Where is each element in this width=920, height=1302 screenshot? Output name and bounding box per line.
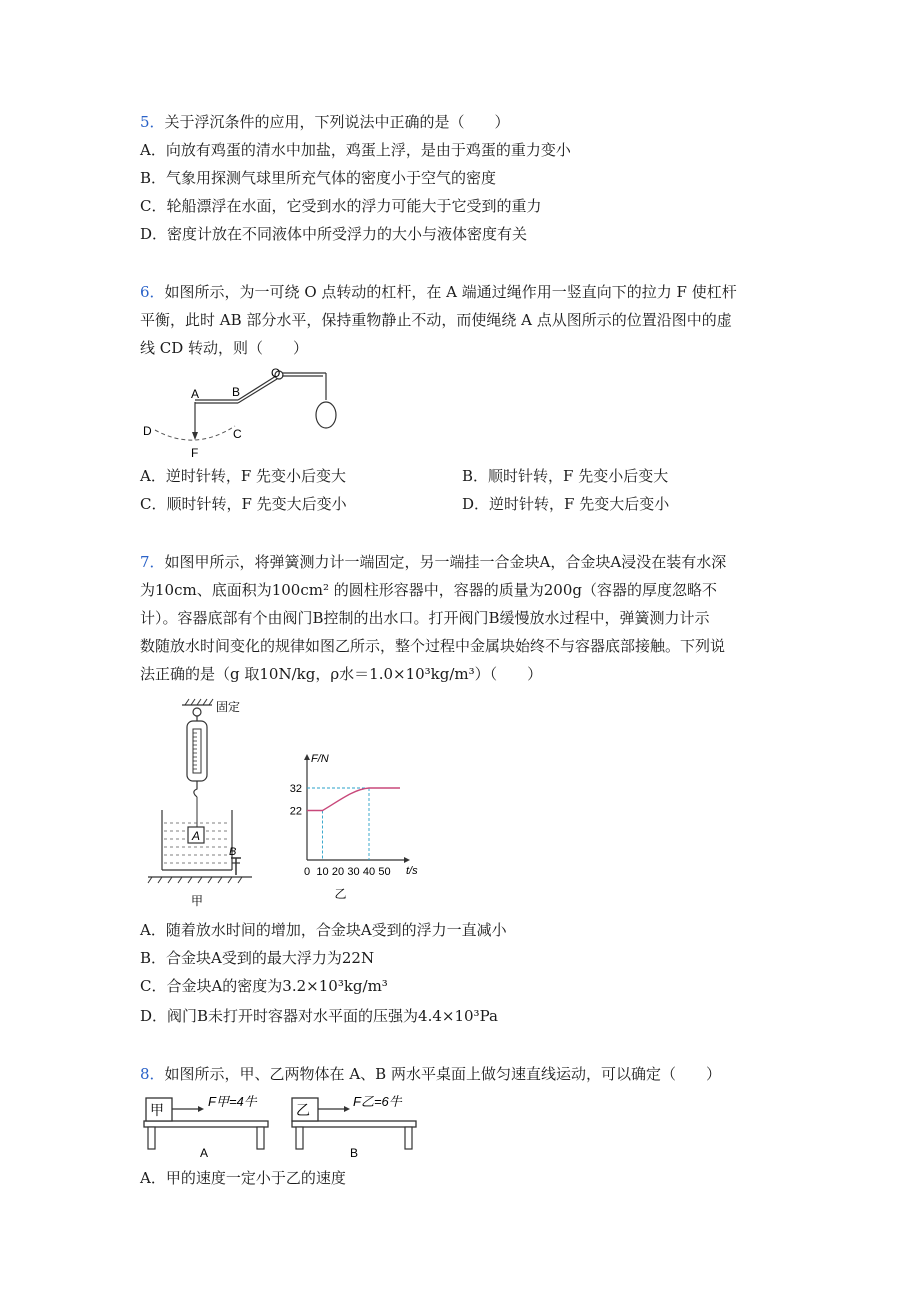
q8-stem-text: 如图所示，甲、乙两物体在 A、B 两水平桌面上做匀速直线运动，可以确定（ ） <box>164 1065 721 1083</box>
y-tick-label: 22 <box>289 805 302 818</box>
q6-number: 6． <box>140 283 165 301</box>
q6-option-b[interactable]: B．顺时针转，F 先变小后变大 <box>462 467 669 485</box>
q6-line1-text: 如图所示，为一可绕 O 点转动的杠杆，在 A 端通过绳作用一竖直向下的拉力 F 使杠杆 <box>164 283 737 301</box>
label-d: D <box>143 424 152 438</box>
table-b-leg-left <box>296 1127 303 1149</box>
q7-option-b[interactable]: B．合金块A受到的最大浮力为22N <box>140 949 375 967</box>
q5-option-a[interactable]: A．向放有鸡蛋的清水中加盐，鸡蛋上浮，是由于鸡蛋的重力变小 <box>140 141 571 159</box>
table-b-top <box>292 1121 416 1127</box>
q6-option-c[interactable]: C．顺时针转，F 先变大后变小 <box>140 495 347 513</box>
label-block-a: A <box>192 829 201 843</box>
q7-stem-line3: 计）。容器底部有个由阀门B控制的出水口。打开阀门B缓慢放水过程中，弹簧测力计示 <box>140 609 710 627</box>
caption-jia: 甲 <box>191 894 204 908</box>
q5-option-d[interactable]: D．密度计放在不同液体中所受浮力的大小与液体密度有关 <box>140 225 528 243</box>
series-line <box>307 788 400 811</box>
ground-hatch <box>148 877 242 883</box>
q6-option-a[interactable]: A．逆时针转，F 先变小后变大 <box>140 467 347 485</box>
force-yi-arrow-icon <box>344 1106 350 1112</box>
x-axis-label: t/s <box>406 865 418 877</box>
q5-option-c[interactable]: C．轮船漂浮在水面，它受到水的浮力可能大于它受到的重力 <box>140 197 542 215</box>
table-a-leg-left <box>148 1127 155 1149</box>
label-valve-b: B <box>229 846 237 858</box>
q5-stem <box>140 112 510 132</box>
q5-option-b[interactable]: B．气象用探测气球里所充气体的密度小于空气的密度 <box>140 169 497 187</box>
x-tick-label: 0 <box>303 866 311 878</box>
label-b: B <box>232 385 241 399</box>
y-axis-arrow-icon <box>304 754 310 760</box>
tables-diagram <box>140 1090 425 1162</box>
q8-option-a[interactable]: A．甲的速度一定小于乙的速度 <box>140 1169 346 1187</box>
table-a-label: A <box>200 1146 209 1160</box>
q8-number: 8． <box>140 1065 165 1083</box>
table-b-label: B <box>350 1146 359 1160</box>
label-o: O <box>271 366 281 380</box>
q7-number: 7． <box>140 553 165 571</box>
ceiling-hatch <box>185 699 213 705</box>
q5-number: 5． <box>140 113 165 131</box>
y-tick-label: 32 <box>289 783 302 795</box>
table-b-leg-right <box>405 1127 412 1149</box>
x-tick-label: 10 <box>316 866 329 878</box>
scale-ring-icon <box>193 708 201 716</box>
box-jia-label: 甲 <box>150 1102 164 1118</box>
box-yi-label: 乙 <box>296 1102 310 1118</box>
y-axis-label: F/N <box>311 753 329 765</box>
q8-stem <box>140 1064 721 1084</box>
force-jia-arrow-icon <box>198 1106 204 1112</box>
q7-option-a[interactable]: A．随着放水时间的增加，合金块A受到的浮力一直减小 <box>140 921 507 939</box>
q7-stem-line4: 数随放水时间变化的规律如图乙所示，整个过程中金属块始终不与容器底部接触。下列说 <box>140 637 726 655</box>
label-c: C <box>233 427 242 441</box>
spring-scale-diagram <box>140 695 270 910</box>
x-tick-label: 20 <box>331 866 345 878</box>
q6-stem-line3: 线 CD 转动，则（ ） <box>140 339 309 357</box>
label-fixed: 固定 <box>216 700 241 714</box>
x-tick-label: 30 <box>347 866 360 878</box>
q7-line1-text: 如图甲所示，将弹簧测力计一端固定，另一端挂一合金块A，合金块A浸没在装有水深 <box>164 553 727 571</box>
scale-hook-icon <box>194 781 197 797</box>
x-tick-label: 40 <box>362 866 376 878</box>
q7-stem-line1 <box>140 552 726 572</box>
force-jia-label: F甲=4牛 <box>208 1094 257 1109</box>
lever-diagram <box>140 362 350 462</box>
q7-option-c[interactable]: C．合金块A的密度为3.2×10³kg/m³ <box>140 977 388 995</box>
table-a-leg-right <box>257 1127 264 1149</box>
spring-scale-body <box>187 721 207 781</box>
label-f: F <box>191 446 199 460</box>
force-time-chart <box>280 740 470 910</box>
q7-option-d[interactable]: D．阀门B未打开时容器对水平面的压强为4.4×10³Pa <box>140 1007 498 1025</box>
label-a: A <box>191 387 200 401</box>
x-axis-arrow-icon <box>404 857 410 863</box>
caption-yi: 乙 <box>334 887 347 901</box>
q7-stem-line5: 法正确的是（g 取10N/kg，ρ水＝1.0×10³kg/m³）（ ） <box>140 665 543 683</box>
x-tick-label: 50 <box>378 866 391 878</box>
table-a-top <box>144 1121 268 1127</box>
weight-icon <box>316 402 336 428</box>
q7-stem-line2: 为10cm、底面积为100cm² 的圆柱形容器中，容器的质量为200g（容器的厚度忽略不 <box>140 581 717 599</box>
q6-stem-line2: 平衡，此时 AB 部分水平，保持重物静止不动，而使绳绕 A 点从图所示的位置沿图中的虚 <box>140 311 732 329</box>
q6-option-d[interactable]: D．逆时针转，F 先变大后变小 <box>462 495 670 513</box>
force-f-arrow-icon <box>192 432 198 440</box>
q5-stem-text: 关于浮沉条件的应用，下列说法中正确的是（ ） <box>164 113 510 131</box>
lever-bo-inner <box>238 379 277 403</box>
q6-stem-line1 <box>140 282 737 302</box>
force-yi-label: F乙=6牛 <box>353 1094 402 1109</box>
